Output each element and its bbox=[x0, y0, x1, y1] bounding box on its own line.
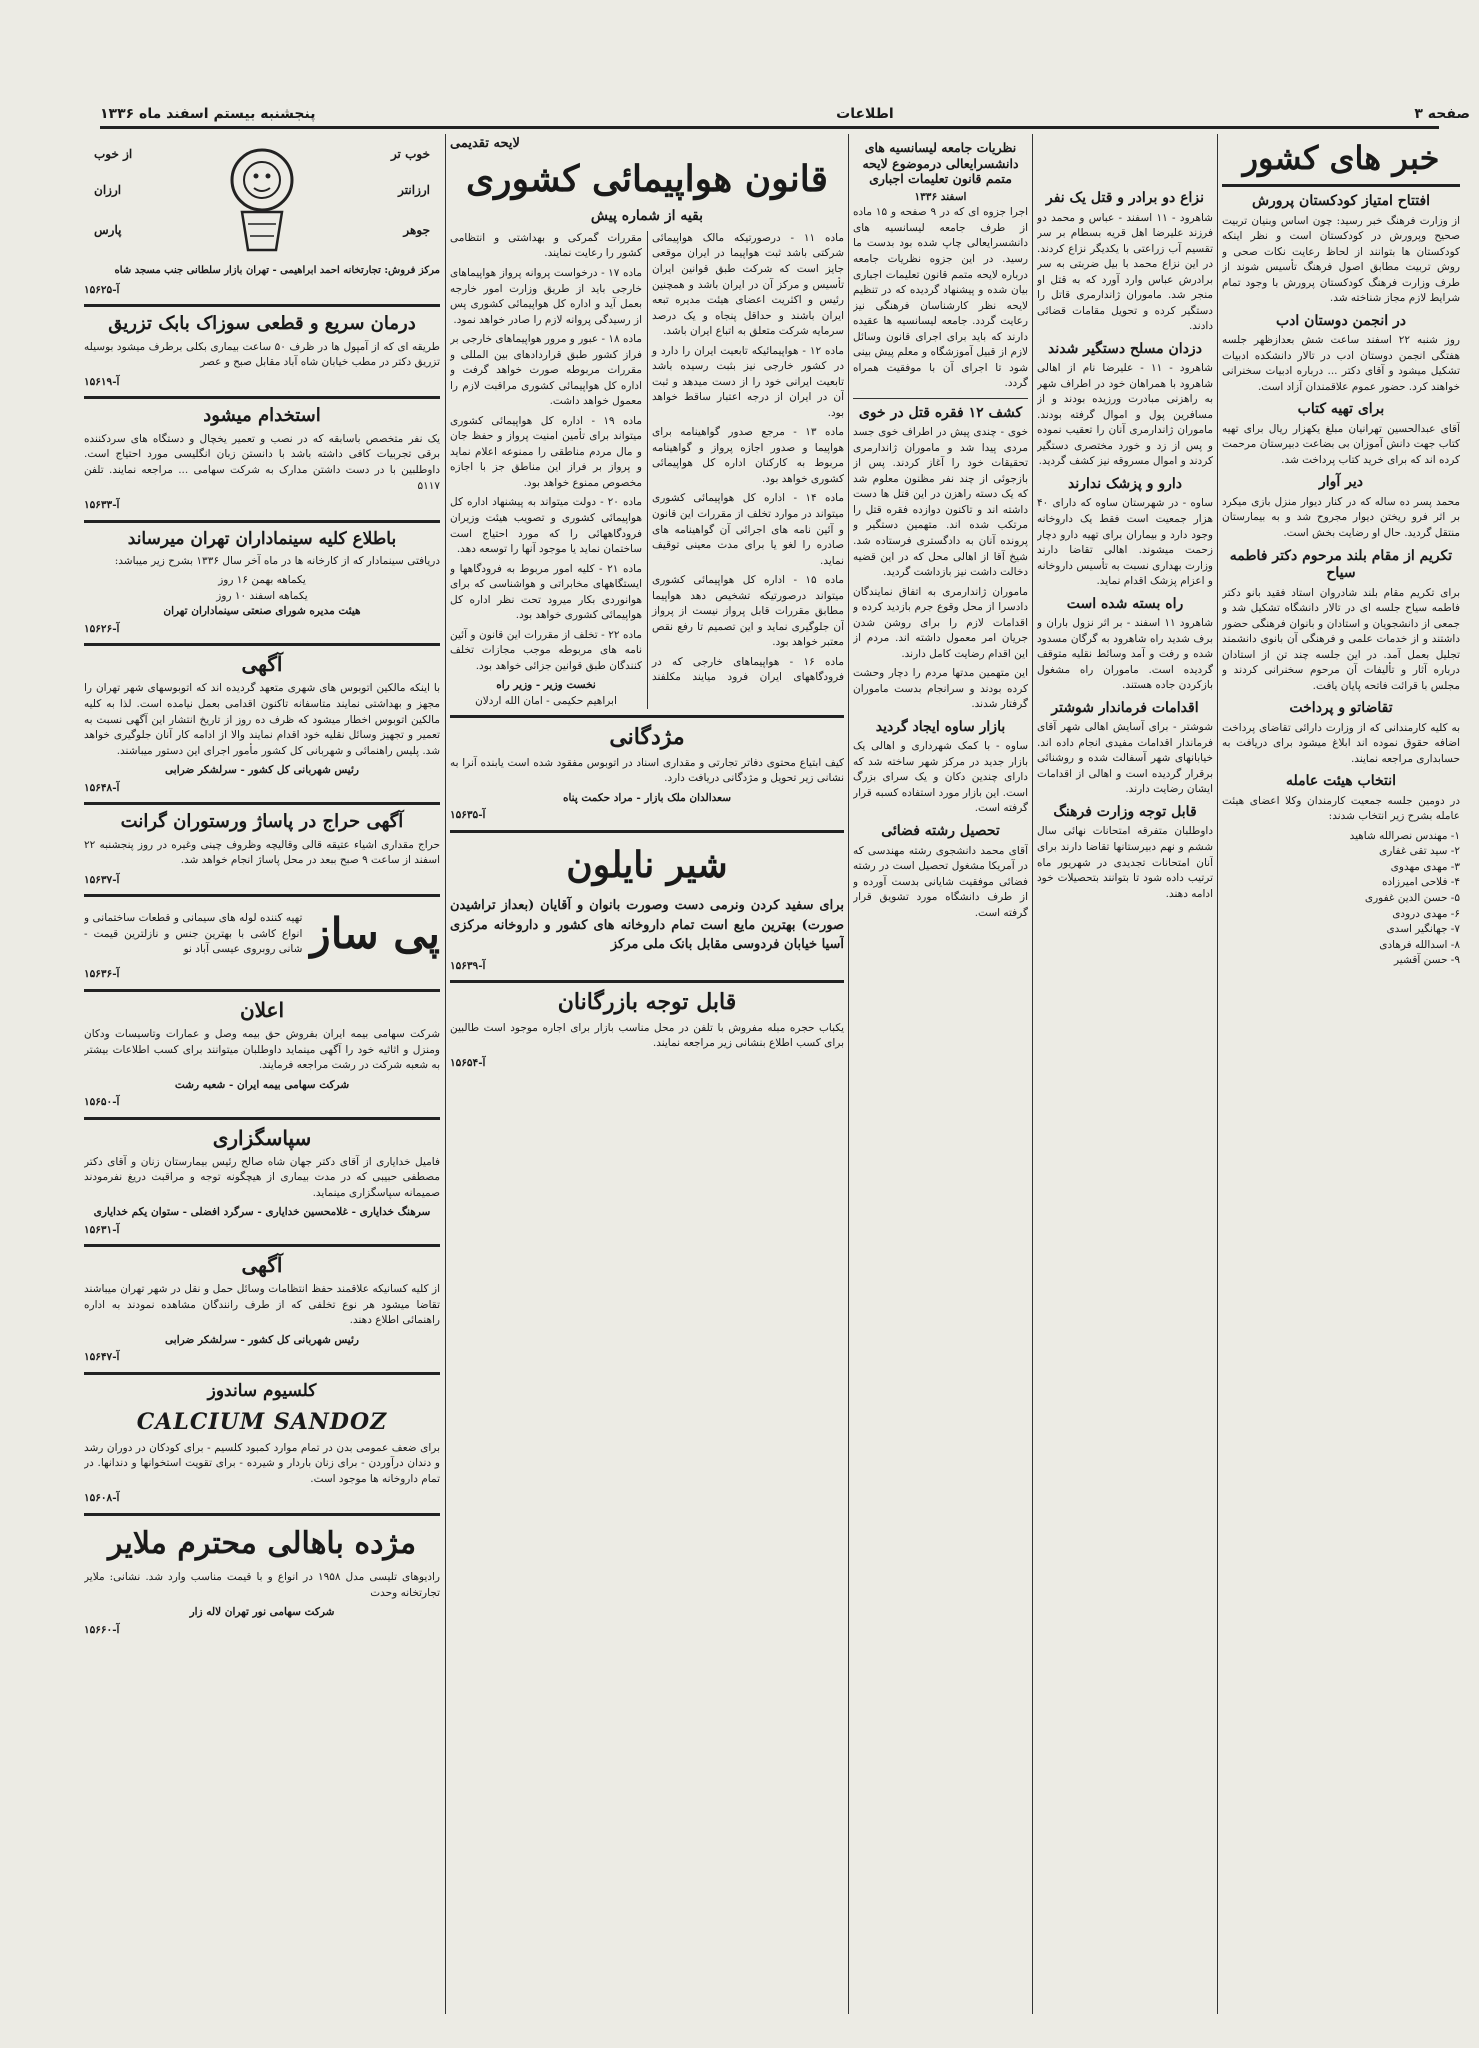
section-title: خبر های کشور bbox=[1242, 139, 1440, 177]
news-body: برای تکریم مقام بلند شادروان استاد فقید بانو دکتر فاطمه سیاح جلسه ای در تالار دانشگاه تشکیل شد و جمعی از دانشجویان و استادان و بانوان فرهنگی حضور داشتند و از خدمات علمی و فرهنگی آن بانوی دانشمند تجلیل بعمل آمد. در این جلسه چند تن از استادان درباره آثار و تألیفات آن مرحوم سخنرانی کردند و مجلس با قرائت فاتحه پایان یافت. bbox=[1222, 586, 1460, 692]
news-headline: تحصیل رشته فضائی bbox=[881, 823, 1000, 839]
column-rule bbox=[1217, 134, 1218, 2014]
ad-title: مژدگانی bbox=[609, 724, 685, 751]
news-headline: دیر آوار bbox=[1318, 474, 1364, 491]
news-column-2 bbox=[1037, 134, 1213, 2014]
ad-ref: آ-۱۵۶۶۰ bbox=[84, 1623, 120, 1636]
ad-ref: آ-۱۵۶۳۷ bbox=[84, 873, 120, 886]
newspaper-name: اطلاعات bbox=[836, 106, 894, 122]
ad-body: طریقه ای که از آمپول ها در ظرف ۵۰ ساعت بیماری بکلی برطرف میشود بوسیله تزریق دکتر در مطب خیابان شاه آباد مقابل صبح و عصر bbox=[84, 340, 440, 369]
ad-title: استخدام میشود bbox=[203, 405, 321, 427]
news-headline: اقدامات فرماندار شوشتر bbox=[1051, 699, 1199, 716]
news-headline: برای تهیه کتاب bbox=[1297, 401, 1385, 418]
news-headline: راه بسته شده است bbox=[1066, 595, 1184, 612]
lion-logo-icon bbox=[212, 140, 312, 258]
news-column-1 bbox=[1222, 134, 1460, 2014]
ad-title: مژده باهالی محترم ملایر bbox=[107, 1525, 417, 1561]
ad-body: یک نفر متخصص باسابقه که در نصب و تعمیر یخچال و دستگاه های سردکننده برقی تجربیات کافی داشته باشد با دانستن زبان انگلیسی مورد احتیاج است. داوطلبین با در دست داشتن مدارک به شرکت سهامی ... مراجعه نمایند. تلفن ۵۱۱۷ bbox=[84, 432, 440, 492]
news-body: آقای محمد دانشجوی رشته مهندسی که در آمریکا مشغول تحصیل است در رشته فضائی موفقیت شایانی بدست آورده و از طرف دانشگاه مورد تشویق قرار گرفته است. bbox=[853, 844, 1028, 919]
news-body: ماموران ژاندارمری به اتفاق نمایندگان دادسرا از محل وقوع جرم بازدید کرده و اقدامات لازم را برای روشن شدن جریان امر معمول داشته اند. مردم از این اقدام رضایت کامل دارند. bbox=[853, 585, 1028, 660]
ad-title: آگهی حراج در پاساژ ورستوران گرانت bbox=[120, 811, 404, 833]
ad-body: تهیه کننده لوله های سیمانی و قطعات ساختمانی و انواع کاشی با بهترین جنس و نازلترین قیمت - شانی روبروی عیسی آباد نو bbox=[84, 912, 303, 956]
ad-word: خوب تر bbox=[390, 147, 430, 161]
news-headline: انتخاب هیئت عامله bbox=[1285, 773, 1397, 790]
law-article: ماده ۱۴ - اداره کل هواپیمائی کشوری میتواند در موارد تخلف از مقررات این قانون و آئین نامه های اجرائی آن گواهینامه های صادره را لغو یا برای مدت معینی توقیف نماید. bbox=[652, 492, 844, 567]
news-body: آقای عبدالحسین تهرانیان مبلغ یکهزار ریال برای تهیه کتاب جهت دانش آموزان بی بضاعت دبیرستان مرحمت کرده اند که برای خرید کتاب پرداخت شد. bbox=[1222, 422, 1460, 466]
ad-body: برای سفید کردن ونرمی دست وصورت بانوان و آقایان (بعداز تراشیدن صورت) بهترین مایع است تمام داروخانه های کشور و داروخانه مرکزی آسیا خیابان فردوسی مقابل بانک ملی مرکز bbox=[450, 898, 844, 953]
ad-body: شرکت سهامی بیمه ایران بفروش حق بیمه وصل و عمارات وتاسیسات ودکان ومنزل و اثاثیه خود را آگهی مینماید داوطلبان میتوانند برای کسب اطلاعات بیشتر به شعبه شرکت در رشت مراجعه فرمایند. bbox=[84, 1027, 440, 1072]
news-body: محمد پسر ده ساله که در کنار دیوار منزل بازی میکرد بر اثر فرو ریختن دیوار مجروح شد و به بیمارستان منتقل گردید. حال او رضایت بخش است. bbox=[1222, 495, 1460, 539]
ad-body: دریافتی سینمادار که از کارخانه ها در ماه آخر سال ۱۳۳۶ بشرح زیر میباشد: bbox=[114, 554, 440, 567]
ad-signature: سرهنگ خدایاری - غلامحسین خدایاری - سرگرد افضلی - ستوان یکم خدایاری bbox=[93, 1206, 431, 1219]
ad-ref: آ-۱۵۶۳۳ bbox=[84, 499, 120, 512]
list-item: ۴- فلاحی امیرزاده bbox=[1381, 876, 1460, 889]
ad-title: شیر نایلون bbox=[566, 843, 728, 886]
ad-brand: CALCIUM SANDOZ bbox=[136, 1409, 388, 1436]
pars-ink-ad bbox=[84, 134, 440, 264]
ad-word: پارس bbox=[94, 223, 122, 237]
news-headline: نزاع دو برادر و قتل یک نفر bbox=[1045, 190, 1205, 206]
ad-title: اعلان bbox=[239, 997, 285, 1022]
ad-line: یکماهه اسفند ۱۰ روز bbox=[216, 589, 308, 602]
news-headline: بازار ساوه ایجاد گردید bbox=[875, 718, 1006, 735]
ad-word: از خوب bbox=[94, 147, 133, 161]
ad-title: قابل توجه بازرگانان bbox=[557, 989, 737, 1016]
list-item: ۷- جهانگیر اسدی bbox=[1386, 923, 1460, 936]
issue-date: پنجشنبه بیستم اسفند ماه ۱۳۳۶ bbox=[100, 106, 316, 122]
ad-title: آگهی bbox=[241, 1253, 283, 1278]
header-rule bbox=[100, 126, 1439, 129]
ad-word: ارزان bbox=[94, 183, 122, 197]
news-headline: دارو و پزشک ندارند bbox=[1067, 475, 1183, 492]
news-body: شوشتر - برای آسایش اهالی شهر آقای فرماندار اقدامات مفیدی انجام داده اند. خیابانهای شهر آسفالت شده و روشنائی برقرار گردیده است و اهالی از اقدامات ایشان رضایت دارند. bbox=[1037, 721, 1213, 796]
ad-title: باطلاع کلیه سینماداران تهران میرساند bbox=[127, 528, 397, 549]
ad-title: سپاسگزاری bbox=[212, 1125, 312, 1150]
ad-ref: آ-۱۵۶۵۰ bbox=[84, 1096, 120, 1109]
ad-body: برای ضعف عمومی بدن در تمام موارد کمبود کلسیم - برای کودکان در دوران رشد و دندان درآوردن - برای زنان باردار و شیرده - برای تقویت استخوانها و دندانها. در تمام داروخانه ها موجود است. bbox=[84, 1441, 440, 1485]
page-header bbox=[100, 104, 1470, 124]
list-item: ۸- اسدالله فرهادی bbox=[1379, 938, 1460, 951]
news-body: ساوه - با کمک شهرداری و اهالی یک بازار جدید در مرکز شهر ساخته شد که دارای چندین دکان و یک سرای بزرگ است. این بازار مورد استفاده کسبه قرار گرفته است. bbox=[853, 740, 1028, 815]
list-item: ۱- مهندس نصرالله شاهید bbox=[1349, 829, 1460, 842]
news-headline: دزدان مسلح دستگیر شدند bbox=[1048, 340, 1202, 357]
ad-ref: آ-۱۵۶۱۹ bbox=[84, 375, 120, 388]
ad-ref: آ-۱۵۶۴۷ bbox=[84, 1351, 120, 1364]
ad-word: ارزانتر bbox=[398, 183, 430, 197]
law-article: ماده ۱۶ - هواپیماهای خارجی که در فرودگاههای ایران فرود میایند مکلفند مقررات گمرکی و بهداشتی و انتظامی کشور را رعایت نمایند. bbox=[450, 231, 844, 684]
ad-body: یکباب حجره مبله مفروش با تلفن در محل مناسب بازار برای اجاره موجود است طالبین برای کسب اطلاع بنشانی زیر مراجعه نمایند. bbox=[450, 1021, 844, 1050]
law-article: ماده ۱۲ - هواپیمائیکه تابعیت ایران را دارد و در کشور خارجی نیز بثبت رسیده باشد تابعیت ایرانی خود را از دست میدهد و ثبت آن در ایران از درجه اعتبار ساقط خواهد بود. bbox=[652, 344, 844, 419]
news-body: به کلیه کارمندانی که از وزارت دارائی تقاضای پرداخت اضافه حقوق نموده اند ابلاغ میشود برای دریافت به حسابداری مراجعه نمایند. bbox=[1222, 721, 1460, 765]
list-item: ۹- حسن آقشیر bbox=[1394, 954, 1460, 967]
law-article: ماده ۱۳ - مرجع صدور گواهینامه برای هواپیما و صدور اجازه پرواز و گواهینامه مربوط به کارکنان اداره کل هواپیمائی کشوری خواهد بود. bbox=[652, 426, 844, 485]
ad-signature: سعدالدان ملک بازار - مراد حکمت پناه bbox=[562, 791, 732, 804]
ad-signature: هیئت مدیره شورای صنعتی سینماداران تهران bbox=[163, 605, 361, 618]
column-rule bbox=[445, 134, 446, 2014]
news-body: از وزارت فرهنگ خبر رسید: چون اساس وبنیان تربیت صحیح وپرورش در کودکستان است و نظر اینکه کودکستان ها بتوانند از لحاظ رعایت نکات صحی و روش تربیت مطابق اصول فرهنگ تأسیس شوند از طرف وزارت فرهنگ کودکستان پرورش با وجود تمام شرایط لازم مجاز شناخته شد. bbox=[1222, 214, 1460, 305]
law-article: ماده ۲۰ - دولت میتواند به پیشنهاد اداره کل هواپیمائی کشوری و تصویب هیئت وزیران فرودگاههائی را که مورد احتیاج است ساختمان نماید یا موجود آنها را توسعه دهد. bbox=[450, 496, 642, 556]
page-number: صفحه ۳ bbox=[1414, 106, 1470, 122]
law-title: قانون هواپیمائی کشوری bbox=[466, 158, 828, 201]
ad-body: کیف ابتیاع محتوی دفاتر تجارتی و مقداری اسناد در اتوبوس مفقود شده است یابنده آنرا به نشانی زیر تحویل و مژدگانی دریافت دارد. bbox=[450, 756, 844, 785]
ad-ref: آ-۱۵۶۳۹ bbox=[450, 959, 486, 972]
news-headline: کشف ۱۲ فقره قتل در خوی bbox=[858, 404, 1023, 421]
news-body: اجرا جزوه ای که در ۹ صفحه و ۱۵ ماده از طرف جامعه لیسانسیه های دانشسرایعالی چاپ شده بود بدست ما رسید. در این جزوه نظریات جامعه درباره لایحه متمم قانون تعلیمات اجباری بیان شده و پیشنهاد گردیده که در تنظیم لایحه نظر کارشناسان فرهنگی نیز رعایت گردد. جامعه لیسانسیه ها عقیده دارند که باید برای اجرای قانون وسائل لازم از قبیل آموزشگاه و معلم پیش بینی شود تا اجرای آن با موفقیت همراه گردد. bbox=[853, 206, 1028, 390]
news-body: داوطلبان متفرقه امتحانات نهائی سال ششم و نهم دبیرستانها تقاضا دارند برای آنان امتحانات تجدیدی در شهریور ماه ترتیب داده شود تا بتوانند بتحصیلات خود ادامه دهند. bbox=[1037, 825, 1213, 900]
ad-signature: شرکت سهامی نور تهران لاله زار bbox=[189, 1606, 335, 1619]
list-item: ۵- حسن الدین غفوری bbox=[1364, 892, 1460, 904]
ad-ref: آ-۱۵۶۲۵ bbox=[84, 283, 120, 296]
law-article: ماده ۲۲ - تخلف از مقررات این قانون و آئین نامه های مربوطه موجب مجازات تخلف کنندگان طبق قوانین جزائی خواهد بود. bbox=[450, 628, 642, 672]
ad-ref: آ-۱۵۶۳۵ bbox=[450, 809, 486, 822]
ad-ref: آ-۱۵۶۰۸ bbox=[84, 1492, 120, 1505]
news-headline: در انجمن دوستان ادب bbox=[1276, 312, 1406, 329]
ad-title: آگهی bbox=[241, 652, 283, 677]
law-article: ماده ۱۵ - اداره کل هواپیمائی کشوری میتواند درصورتیکه تشخیص دهد هواپیما مطابق مقررات قابل پرواز نیست از پرواز آن جلوگیری نماید و این تصمیم تا رفع نقص معتبر خواهد بود. bbox=[652, 574, 844, 649]
column-rule bbox=[1032, 134, 1033, 2014]
ad-title: درمان سریع و قطعی سوزاک بابک تزریق bbox=[108, 313, 416, 335]
name-list bbox=[1222, 829, 1460, 969]
pasaz-ad bbox=[84, 903, 440, 965]
ad-word: جوهر bbox=[403, 223, 430, 237]
list-item: ۶- مهدی درودی bbox=[1392, 907, 1460, 920]
news-date: اسفند ۱۳۳۶ bbox=[914, 190, 967, 203]
law-article: ماده ۱۹ - اداره کل هواپیمائی کشوری میتواند برای تأمین امنیت پرواز و حفظ جان و مال مردم مناطقی را ممنوعه اعلام نماید و پرواز بر فراز این مناطق جز با اجازه مخصوص ممنوع خواهد بود. bbox=[450, 414, 642, 489]
news-headline: افتتاح امتیاز کودکستان پرورش bbox=[1251, 193, 1431, 209]
law-signature-names: ابراهیم حکیمی - امان الله اردلان bbox=[475, 694, 617, 707]
list-item: ۳- مهدی مهدوی bbox=[1390, 860, 1460, 873]
list-item: ۲- سید تقی غفاری bbox=[1379, 845, 1460, 858]
news-headline: تکریم از مقام بلند مرحوم دکتر فاطمه سیاح bbox=[1229, 547, 1453, 581]
law-articles bbox=[450, 231, 844, 709]
law-signature: نخست وزیر - وزیر راه bbox=[496, 679, 596, 692]
law-article: ماده ۱۱ - درصورتیکه مالک هواپیمائی شرکتی باشد ثبت هواپیما در ایران موقعی جایز است که شرکت طبق قوانین ایران تأسیس و مرکز آن در ایران باشد و همچنین رئیس و اکثریت اعضای هیئت مدیره تبعه ایران باشند و حداقل پنجاه و یک درصد سرمایه شرکت متعلق به اتباع ایران باشد. bbox=[652, 231, 844, 338]
ad-ref: آ-۱۵۶۳۶ bbox=[84, 968, 120, 981]
ad-ref: آ-۱۵۶۴۸ bbox=[84, 781, 120, 794]
news-body: ساوه - در شهرستان ساوه که دارای ۴۰ هزار جمعیت است فقط یک داروخانه وجود دارد و بیماران برای تهیه دارو دچار زحمت میشوند. اهالی تقاضا دارند وزارت بهداری نسبت به تأسیس داروخانه و اعزام پزشک اقدام نماید. bbox=[1037, 497, 1213, 588]
news-headline: قابل توجه وزارت فرهنگ bbox=[1053, 803, 1197, 820]
law-subtitle: بقیه از شماره پیش bbox=[590, 208, 704, 225]
news-headline: نظریات جامعه لیسانسیه های دانشسرایعالی درموضوع لایحه متمم قانون تعلیمات اجباری bbox=[862, 140, 1019, 187]
ad-body: مرکز فروش: تجارتخانه احمد ابراهیمی - تهران بازار سلطانی جنب مسجد شاه bbox=[114, 265, 440, 276]
ad-line: یکماهه بهمن ۱۶ روز bbox=[218, 574, 306, 587]
ad-ref: آ-۱۵۶۵۴ bbox=[450, 1056, 486, 1069]
law-article: ماده ۱۷ - درخواست پروانه پرواز هواپیماهای خارجی باید از طریق وزارت امور خارجه بعمل آید و اداره کل هواپیمائی کشوری پس از رسیدگی پروانه لازم را صادر خواهد نمود. bbox=[450, 267, 642, 326]
ad-body: رادیوهای تلیسی مدل ۱۹۵۸ در انواع و با قیمت مناسب وارد شد. نشانی: ملایر تجارتخانه وحدت bbox=[84, 1571, 440, 1599]
news-body: این متهمین مدتها مردم را دچار وحشت کرده بودند و سرانجام بدست ماموران گرفتار شدند. bbox=[853, 667, 1028, 711]
news-body: خوی - چندی پیش در اطراف خوی جسد مردی پیدا شد و ماموران ژاندارمری تحقیقات خود را آغاز کردند. پس از بازجوئی از چند نفر مظنون معلوم شد که یک دسته راهزن در این قتل ها دست داشته اند و تاکنون دوازده فقره قتل را مرتکب شده اند. متهمین دستگیر و پرونده آنان به دادگستری فرستاده شد. شیخ آقا از اهالی محل که در این قضیه دخالت داشت نیز بازداشت گردید. bbox=[853, 426, 1028, 579]
bill-tag: لایحه تقدیمی bbox=[450, 136, 520, 151]
ad-body: با اینکه مالکین اتوبوس های شهری متعهد گردیده اند که اتوبوسهای شهر تهران را مجهز و بهداشتی نمایند متاسفانه تاکنون اقدامی بعمل نیامده است. لذا به کلیه مالکین اتوبوس اخطار میشود که ظرف ده روز از تاریخ انتشار این آگهی نسبت به تعمیر و تجهیز وسائل نقلیه خود اقدام نمایند والا از ادامه کار آنان جلوگیری خواهد شد. پلیس راهنمائی و شهربانی کل کشور مأمور اجرای این دستور میباشند. bbox=[84, 682, 440, 757]
ad-signature: شرکت سهامی بیمه ایران - شعبه رشت bbox=[174, 1078, 350, 1091]
news-body: روز شنبه ۲۲ اسفند ساعت شش بعدازظهر جلسه هفتگی انجمن دوستان ادب در تالار دانشکده ادبیات تشکیل میشود و آقای دکتر ... درباره ادبیات سخنرانی خواهند کرد. حضور عموم علاقمندان آزاد است. bbox=[1222, 334, 1460, 393]
news-body: شاهرود - ۱۱ - علیرضا نام از اهالی شاهرود با همراهان خود در اطراف شهر به راهزنی مبادرت ورزیده بودند و از مسافرین پول و اموال گرفته بودند. ماموران ژاندارمری آنان را تعقیب نموده و پس از زد و خورد مختصری دستگیر کردند و اموال مسروقه نیز کشف گردید. bbox=[1037, 362, 1213, 468]
news-body: شاهرود ۱۱ اسفند - بر اثر نزول باران و برف شدید راه شاهرود به گرگان مسدود شده و رفت و آمد وسائط نقلیه متوقف گردیده است. ماموران راه مشغول بازکردن جاده هستند. bbox=[1037, 617, 1213, 692]
column-rule bbox=[848, 134, 849, 2014]
ad-body: حراج مقداری اشیاء عتیقه قالی وقالیچه وظروف چینی وغیره در روز پنجشنبه ۲۲ اسفند از ساعت ۹ صبح ببعد در محل پاساژ انجام خواهد شد. bbox=[84, 838, 440, 867]
law-column bbox=[450, 134, 844, 2014]
law-article: ماده ۱۸ - عبور و مرور هواپیماهای خارجی بر فراز کشور طبق قراردادهای بین المللی و مقررات مربوطه صورت خواهد گرفت و اداره کل هواپیمائی کشوری مراقبت لازم را معمول خواهد داشت. bbox=[450, 333, 642, 408]
ad-ref: آ-۱۵۶۲۶ bbox=[84, 622, 120, 635]
news-column-3 bbox=[853, 134, 1028, 2014]
ad-title: پی ساز bbox=[310, 909, 440, 959]
ad-ref: آ-۱۵۶۳۱ bbox=[84, 1223, 120, 1236]
ads-column bbox=[84, 134, 440, 2014]
ad-title: کلسیوم ساندوز bbox=[207, 1380, 317, 1401]
ad-signature: رئیس شهربانی کل کشور - سرلشکر ضرابی bbox=[165, 764, 359, 777]
news-headline: تقاضاتو و پرداخت bbox=[1289, 700, 1393, 717]
ad-signature: رئیس شهربانی کل کشور - سرلشکر ضرابی bbox=[165, 1333, 359, 1346]
ad-body: فامیل خدایاری از آقای دکتر جهان شاه صالح رئیس بیمارستان زنان و آقای دکتر مصطفی حبیبی که در مدت بیماری از هیچگونه توجه و مراقبت دریغ نفرمودند صمیمانه سپاسگزاری مینماید. bbox=[84, 1155, 440, 1199]
news-body: شاهرود - ۱۱ اسفند - عباس و محمد دو فرزند علیرضا اهل قریه بسطام بر سر تقسیم آب زراعتی با یکدیگر نزاع کردند. در این نزاع محمد با بیل ضربتی به سر برادرش عباس وارد آورد که به قتل او منجر شد. ماموران ژاندارمری قاتل را دستگیر کرده و تحویل مقامات قضائی دادند. bbox=[1037, 211, 1213, 333]
law-article: ماده ۲۱ - کلیه امور مربوط به فرودگاهها و ایستگاههای مخابراتی و هواشناسی که برای هوانوردی بکار میرود تحت نظر اداره کل هواپیمائی کشوری خواهد بود. bbox=[450, 562, 642, 622]
ad-body: از کلیه کسانیکه علاقمند حفظ انتظامات وسائل حمل و نقل در شهر تهران میباشند تقاضا میشود هر نوع تخلفی که از طرف رانندگان مشاهده نمودند به اداره راهنمائی اطلاع دهند. bbox=[84, 1283, 440, 1327]
news-body: در دومین جلسه جمعیت کارمندان وکلا اعضای هیئت عامله بشرح زیر انتخاب شدند: bbox=[1222, 794, 1460, 823]
